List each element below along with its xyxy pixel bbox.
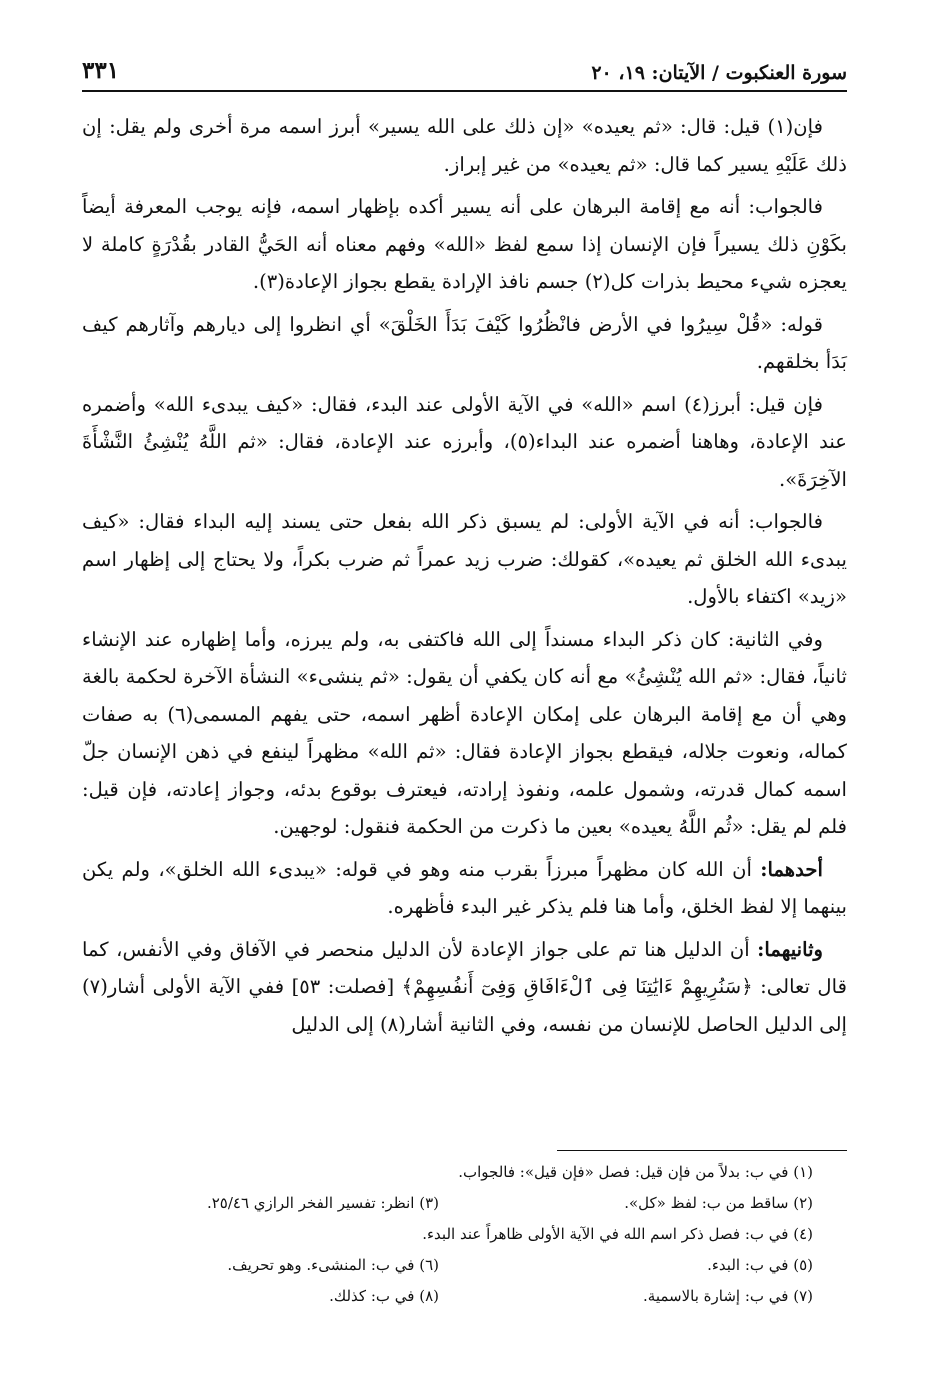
paragraph xyxy=(82,306,847,381)
footnote-row xyxy=(82,1157,847,1188)
footnote: (٦) في ب: المنشىء. وهو تحريف. xyxy=(227,1256,439,1274)
paragraph-text: فالجواب: أنه في الآية الأولى: لم يسبق ذكر الله بفعل حتى يسند إليه البداء فقال: «كيف يبدىء الله الخلق ثم يعيده»، كقولك: ضرب زيد عمراً ثم ضرب بكراً، ولا يحتاج إلى إظهار اسم «زيد» اكتفاء بالأول. xyxy=(82,510,847,608)
paragraph xyxy=(82,188,847,301)
header-title: سورة العنكبوت / الآيتان: ١٩، ٢٠ xyxy=(591,62,847,84)
footnote-row xyxy=(82,1281,847,1312)
paragraph xyxy=(82,503,847,616)
main-text xyxy=(82,108,847,1048)
paragraph-text: أن الله كان مظهراً مبرزاً بقرب منه وهو في قوله: «يبدىء الله الخلق»، ولم يكن بينهما إلا لفظ الخلق، وأما هنا فلم يذكر غير البدء فأظهره. xyxy=(82,857,847,918)
footnotes xyxy=(82,1150,847,1312)
footnote: (٧) في ب: إشارة بالاسمية. xyxy=(643,1287,813,1305)
paragraph-text: أن الدليل هنا تم على جواز الإعادة لأن الدليل منحصر في الآفاق وفي الأنفس، كما قال تعالى: ﴿سَنُرِيهِمْ ءَايَٰتِنَا فِى ٱلْءَافَاقِ وَفِىٓ أَنفُسِهِمْ﴾ [فصلت: ٥٣] ففي الآية الأولى أشار(٧) إلى الدليل الحاصل للإنسان من نفسه، وفي الثانية أشار(٨) إلى الدليل xyxy=(82,937,847,1036)
footnote: (١) في ب: بدلاً من فإن قيل: فصل «فإن قيل»: فالجواب. xyxy=(458,1163,813,1181)
footnote-row xyxy=(82,1188,847,1219)
paragraph xyxy=(82,386,847,499)
paragraph-text: وفي الثانية: كان ذكر البداء مسنداً إلى الله فاكتفى به، ولم يبرزه، وأما إظهاره عند الإنشاء ثانياً، فقال: «ثم الله يُنْشِئُ» مع أنه كان يكفي أن يقول: «ثم ينشىء» النشأة الآخرة لحكمة بالغة وهي أن مع إقامة البرهان على إمكان الإعادة أظهر اسمه، حتى يفهم المسمى(٦) به صفات كماله، ونعوت جلاله، فيقطع بجواز الإعادة فقال: «ثم الله» مظهراً لينفع في ذهن الإنسان جلّ اسمه كمال قدرته، وشمول علمه، ونفوذ إرادته، فيعترف بوقوع بدئه، وجواز إعادته، فإن قيل: فلم لم يقل: «ثُم اللَّهُ يعيده» بعين ما ذكرت من الحكمة فنقول: لوجهين. xyxy=(82,627,847,838)
paragraph xyxy=(82,931,847,1044)
footnote: (٢) ساقط من ب: لفظ «كل». xyxy=(624,1194,813,1212)
paragraph xyxy=(82,621,847,846)
footnote: (٤) في ب: فصل ذكر اسم الله في الآية الأولى ظاهراً عند البدء. xyxy=(422,1225,813,1243)
paragraph-lead: أحدهما: xyxy=(760,857,823,881)
footnote-divider xyxy=(557,1150,847,1151)
paragraph xyxy=(82,108,847,183)
footnote-row xyxy=(82,1250,847,1281)
paragraph-text: فإن(١) قيل: قال: «ثم يعيده» «إن ذلك على الله يسير» أبرز اسمه مرة أخرى ولم يقل: إن ذلك عَلَيْهِ يسير كما قال: «ثم يعيده» من غير إبراز. xyxy=(82,115,847,176)
paragraph-text: قوله: «قُلْ سِيرُوا في الأرض فانْظُرُوا كَيْفَ بَدَأَ الخَلْقَ» أي انظروا إلى ديارهم وآثارهم كيف بَدَأ بخلقهم. xyxy=(82,312,847,373)
footnote: (٥) في ب: البدء. xyxy=(707,1256,813,1274)
footnote-row xyxy=(82,1219,847,1250)
paragraph-text: فإن قيل: أبرز(٤) اسم «الله» في الآية الأولى عند البدء، فقال: «كيف يبدىء الله» وأضمره عند الإعادة، وهاهنا أضمره عند البداء(٥)، وأبرزه عند الإعادة، فقال: «ثم اللَّهُ يُنْشِئُ النَّشْأَةَ الآخِرَةَ». xyxy=(82,392,847,491)
footnote: (٨) في ب: كذلك. xyxy=(329,1287,439,1305)
running-header xyxy=(82,42,847,92)
page-number: ٣٣١ xyxy=(82,57,120,84)
paragraph xyxy=(82,851,847,926)
footnote: (٣) انظر: تفسير الفخر الرازي ٢٥/٤٦. xyxy=(206,1194,439,1212)
paragraph-lead: وثانيهما: xyxy=(757,937,823,961)
paragraph-text: فالجواب: أنه مع إقامة البرهان على أنه يسير أكده بإظهار اسمه، فإنه يوجب المعرفة أيضاً بكَوْنِ ذلك يسيراً فإن الإنسان إذا سمع لفظ «الله» وفهم معناه أنه الحَيُّ القادر بقُدْرَةٍ كاملة لا يعجزه شيء محيط بذرات كل(٢) جسم نافذ الإرادة يقطع بجواز الإعادة(٣). xyxy=(82,195,847,293)
